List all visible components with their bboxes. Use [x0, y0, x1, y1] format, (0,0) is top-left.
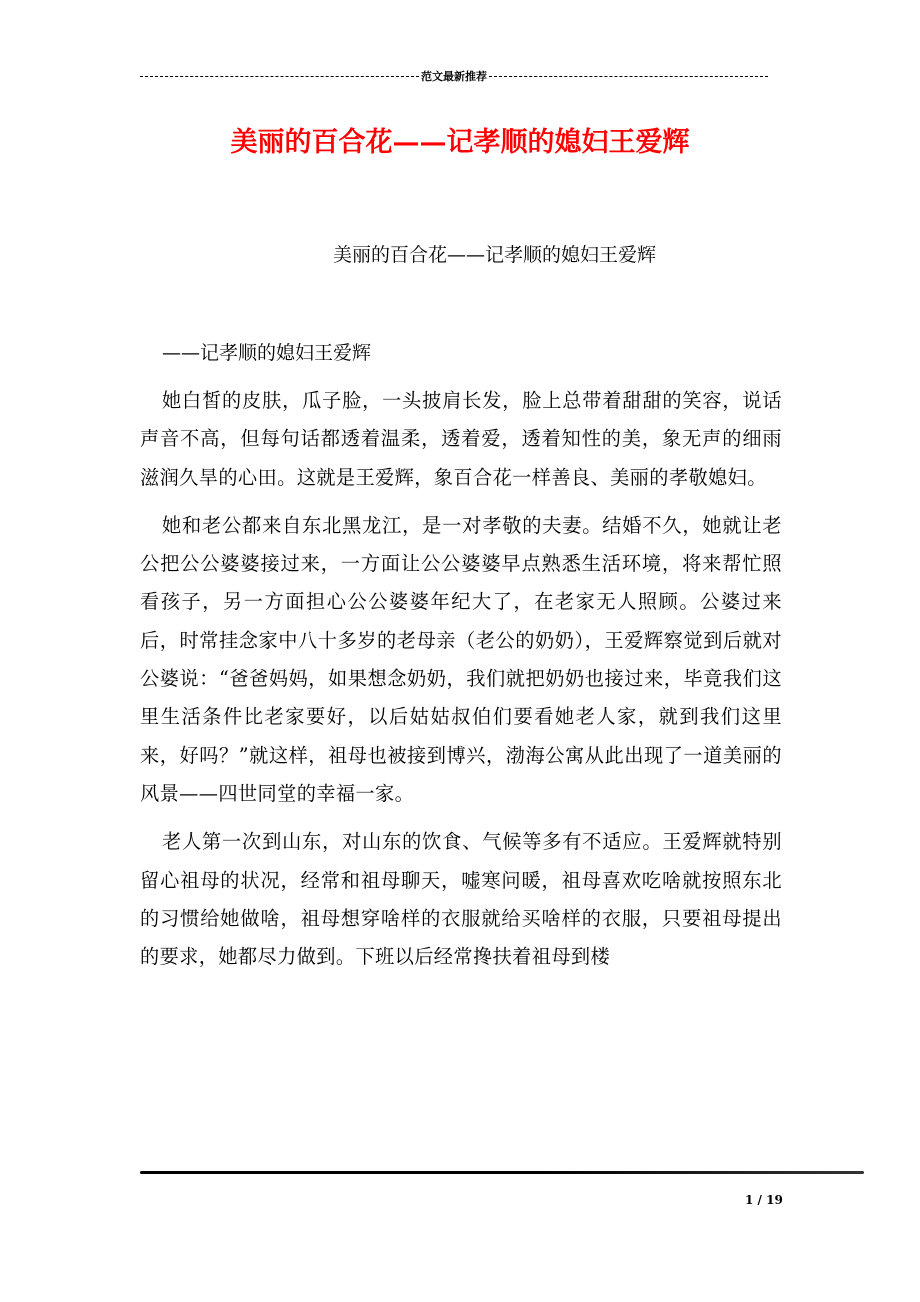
paragraph: 她白皙的皮肤，瓜子脸，一头披肩长发，脸上总带着甜甜的笑容，说话声音不高，但每句话都透着温柔，透着爱，透着知性的美，象无声的细雨滋润久旱的心田。这就是王爱辉，象百合花一样善良、美丽的孝敬媳妇。 — [140, 389, 782, 489]
author-line: ——记孝顺的媳妇王爱辉 — [162, 342, 372, 364]
document-title: 美丽的百合花——记孝顺的媳妇王爱辉 — [230, 127, 690, 158]
page-number: 1 / 19 — [745, 1193, 783, 1207]
document-body — [140, 382, 782, 976]
header-label: 范文最新推荐 — [421, 70, 487, 83]
header-dashes-right — [489, 76, 768, 77]
header-dashes-left — [140, 76, 419, 77]
footer-divider — [140, 1171, 864, 1174]
document-subtitle: 美丽的百合花——记孝顺的媳妇王爱辉 — [333, 244, 657, 266]
page-header — [140, 66, 768, 86]
paragraph: 老人第一次到山东，对山东的饮食、气候等多有不适应。王爱辉就特别留心祖母的状况，经常和祖母聊天，嘘寒问暖，祖母喜欢吃啥就按照东北的习惯给她做啥，祖母想穿啥样的衣服就给买啥样的衣服，只要祖母提出的要求，她都尽力做到。下班以后经常搀扶着祖母到楼 — [140, 830, 782, 969]
paragraph: 她和老公都来自东北黑龙江，是一对孝敬的夫妻。结婚不久，她就让老公把公公婆婆接过来，一方面让公公婆婆早点熟悉生活环境，将来帮忙照看孩子，另一方面担心公公婆婆年纪大了，在老家无人照顾。公婆过来后，时常挂念家中八十多岁的老母亲（老公的奶奶），王爱辉察觉到后就对公婆说：“爸爸妈妈，如果想念奶奶，我们就把奶奶也接过来，毕竟我们这里生活条件比老家要好，以后姑姑叔伯们要看她老人家，就到我们这里来，好吗？”就这样，祖母也被接到博兴，渤海公寓从此出现了一道美丽的风景——四世同堂的幸福一家。 — [140, 513, 782, 805]
